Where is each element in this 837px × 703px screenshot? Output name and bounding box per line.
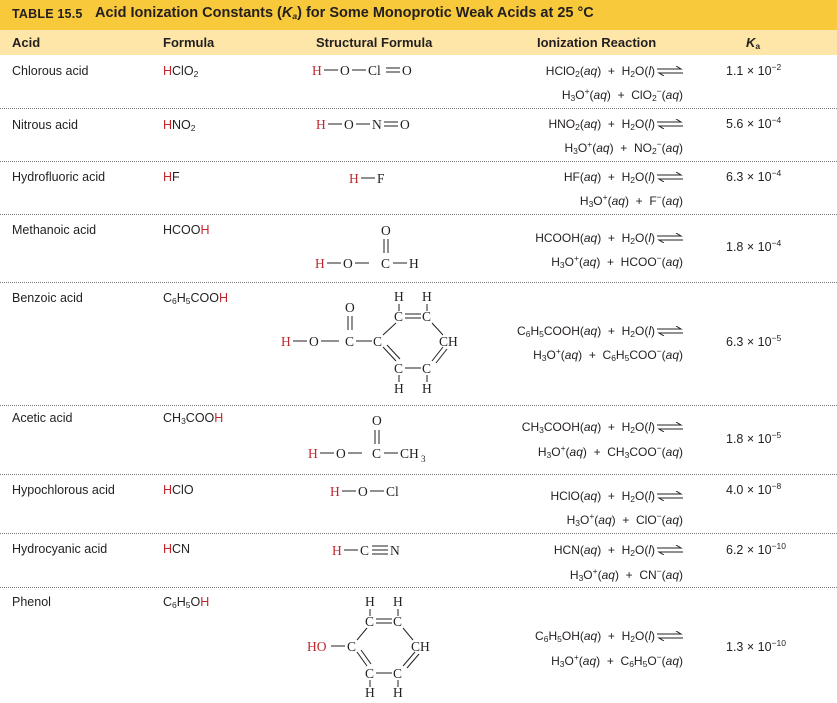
ionization-products: $H_3O^+(aq) + CH_3COO^-(aq)$ — [537, 443, 683, 460]
svg-text:H: H — [349, 171, 359, 186]
ionization-products: $H_3O^+(aq)$ + HCOO−(aq) — [551, 253, 683, 270]
acid-name: Benzoic acid — [12, 291, 83, 305]
svg-text:H: H — [308, 446, 318, 461]
ionization-reaction: $HNO_2(aq) + H_2O(l)$ — [483, 116, 683, 135]
ka-value: $4.0 \times 10^{-8}$ — [726, 481, 782, 497]
ionization-products: $H_3O^+(aq) + CN^-(aq)$ — [569, 566, 683, 583]
structural-formula — [322, 538, 432, 566]
equilibrium-arrow-icon — [657, 326, 683, 336]
svg-text:O: O — [340, 63, 350, 78]
molecular-formula: HF — [163, 170, 180, 184]
svg-text:C: C — [365, 614, 375, 629]
molecular-formula: HCN — [163, 542, 191, 556]
table-title: Acid Ionization Constants $(K_a)$ for Some Monoprotic Weak Acids at 25 °C — [95, 5, 594, 21]
header-ionization-reaction: Ionization Reaction — [537, 35, 657, 50]
svg-text:C: C — [365, 666, 375, 681]
molecular-formula: HCOOH — [163, 223, 210, 237]
svg-text:C: C — [345, 334, 355, 349]
ionization-products: $H_3O^+(aq) + ClO_2^-(aq)$ — [561, 86, 683, 103]
molecular-formula: $HNO_2$ — [163, 118, 196, 133]
svg-text:C: C — [372, 446, 382, 461]
ionization-reaction: $C_6H_5OH(aq) + H_2O(l)$ — [483, 628, 683, 647]
equilibrium-arrow-icon — [657, 422, 683, 432]
svg-text:CH: CH — [400, 446, 419, 461]
svg-text:Cl: Cl — [368, 63, 381, 78]
ionization-reaction: $HCN(aq) + H_2O(l)$ — [483, 542, 683, 561]
table-title-bar — [0, 0, 837, 30]
svg-text:H: H — [365, 685, 375, 700]
svg-text:C: C — [360, 543, 370, 558]
ionization-reaction: $HF(aq) + H_2O(l)$ — [483, 169, 683, 188]
ionization-reaction: HClO(aq) + $H_2O(l)$ — [483, 488, 683, 507]
svg-text:H: H — [365, 594, 375, 609]
svg-text:C: C — [393, 666, 403, 681]
acid-name: Acetic acid — [12, 411, 73, 425]
ka-value: $1.8 \times 10^{-4}$ — [726, 238, 782, 254]
molecular-formula: HClO$_2$ — [163, 64, 199, 79]
svg-text:C: C — [394, 309, 404, 324]
ka-value: $6.2 \times 10^{-10}$ — [726, 541, 786, 557]
acid-name: Hydrocyanic acid — [12, 542, 108, 556]
ionization-reaction: HCOOH(aq) + $H_2O(l)$ — [483, 230, 683, 249]
ka-value: $1.1 \times 10^{-2}$ — [726, 62, 782, 78]
svg-text:C: C — [422, 361, 432, 376]
svg-text:H: H — [422, 381, 432, 396]
header-formula: Formula — [163, 35, 215, 50]
svg-text:HO: HO — [307, 639, 327, 654]
svg-text:H: H — [394, 289, 404, 304]
ionization-products: $H_3O^+(aq) + NO_2^-(aq)$ — [564, 139, 683, 156]
acid-name: Phenol — [12, 595, 51, 609]
svg-text:H: H — [394, 381, 404, 396]
column-header-row — [0, 30, 837, 55]
structural-formula — [300, 58, 450, 86]
molecular-formula: $C_6H_5OH$ — [163, 595, 210, 610]
svg-text:C: C — [422, 309, 432, 324]
molecular-formula: HClO — [163, 483, 194, 497]
header-ka: $K_a$ — [746, 35, 761, 51]
acid-name: Hydrofluoric acid — [12, 170, 106, 184]
svg-text:O: O — [402, 63, 412, 78]
equilibrium-arrow-icon — [657, 66, 683, 76]
svg-text:3: 3 — [421, 454, 426, 464]
molecular-formula: $C_6H_5COOH$ — [163, 291, 229, 306]
ka-value: $5.6 \times 10^{-4}$ — [726, 115, 782, 131]
ka-value: $1.3 \times 10^{-10}$ — [726, 638, 786, 654]
svg-text:N: N — [390, 543, 400, 558]
ionization-reaction: HClO$_2$(aq) + $H_2O(l)$ — [483, 63, 683, 82]
ionization-reaction: $C_6H_5COOH(aq) + H_2O(l)$ — [483, 323, 683, 342]
structural-formula — [320, 479, 430, 507]
acid-name: Hypochlorous acid — [12, 483, 115, 497]
row-separator — [0, 108, 837, 109]
equilibrium-arrow-icon — [657, 491, 683, 501]
equilibrium-arrow-icon — [657, 631, 683, 641]
ka-value: $6.3 \times 10^{-5}$ — [726, 333, 782, 349]
svg-text:C: C — [394, 361, 404, 376]
ionization-reaction: $CH_3COOH(aq) + H_2O(l)$ — [483, 419, 683, 438]
ionization-products: $H_3O^+(aq) + C_6H_5O^-(aq)$ — [551, 652, 683, 669]
header-structural-formula: Structural Formula — [316, 35, 433, 50]
svg-text:H: H — [422, 289, 432, 304]
row-separator — [0, 405, 837, 406]
svg-text:H: H — [281, 334, 291, 349]
svg-text:H: H — [393, 685, 403, 700]
header-acid: Acid — [12, 35, 41, 50]
svg-text:CH: CH — [411, 639, 430, 654]
svg-text:O: O — [336, 446, 346, 461]
svg-text:H: H — [316, 117, 326, 132]
svg-text:O: O — [343, 256, 353, 271]
acid-name: Chlorous acid — [12, 64, 89, 78]
svg-text:CH: CH — [439, 334, 458, 349]
svg-text:H: H — [409, 256, 419, 271]
row-separator — [0, 533, 837, 534]
svg-text:C: C — [347, 639, 357, 654]
row-separator — [0, 587, 837, 588]
svg-text:O: O — [372, 413, 382, 428]
row-separator — [0, 282, 837, 283]
svg-text:F: F — [377, 171, 385, 186]
svg-text:O: O — [309, 334, 319, 349]
svg-text:O: O — [381, 223, 391, 238]
svg-text:N: N — [372, 117, 382, 132]
svg-text:O: O — [344, 117, 354, 132]
row-separator — [0, 474, 837, 475]
structural-formula — [295, 592, 455, 702]
svg-text:H: H — [312, 63, 322, 78]
structural-formula — [275, 287, 475, 403]
table-number: TABLE 15.5 — [12, 7, 83, 21]
row-separator — [0, 161, 837, 162]
ka-value: $6.3 \times 10^{-4}$ — [726, 168, 782, 184]
structural-formula — [300, 112, 450, 140]
ka-value: $1.8 \times 10^{-5}$ — [726, 430, 782, 446]
ionization-products: $H_3O^+(aq) + ClO^-(aq)$ — [566, 511, 683, 528]
svg-text:C: C — [381, 256, 391, 271]
svg-text:O: O — [345, 300, 355, 315]
equilibrium-arrow-icon — [657, 233, 683, 243]
molecular-formula: $CH_3COOH$ — [163, 411, 224, 426]
acid-name: Methanoic acid — [12, 223, 97, 237]
svg-text:H: H — [393, 594, 403, 609]
svg-text:Cl: Cl — [386, 484, 399, 499]
ionization-products: $H_3O^+(aq) + F^-(aq)$ — [579, 192, 683, 209]
ionization-products: $H_3O^+(aq) + C_6H_5COO^-(aq)$ — [533, 346, 683, 363]
svg-text:H: H — [332, 543, 342, 558]
svg-text:C: C — [373, 334, 383, 349]
equilibrium-arrow-icon — [657, 172, 683, 182]
structural-formula — [305, 217, 445, 273]
equilibrium-arrow-icon — [657, 119, 683, 129]
svg-text:H: H — [330, 484, 340, 499]
svg-text:O: O — [400, 117, 410, 132]
structural-formula — [300, 408, 460, 466]
svg-text:O: O — [358, 484, 368, 499]
svg-text:H: H — [315, 256, 325, 271]
acid-name: Nitrous acid — [12, 118, 78, 132]
structural-formula — [340, 166, 420, 194]
row-separator — [0, 214, 837, 215]
svg-text:C: C — [393, 614, 403, 629]
equilibrium-arrow-icon — [657, 545, 683, 555]
